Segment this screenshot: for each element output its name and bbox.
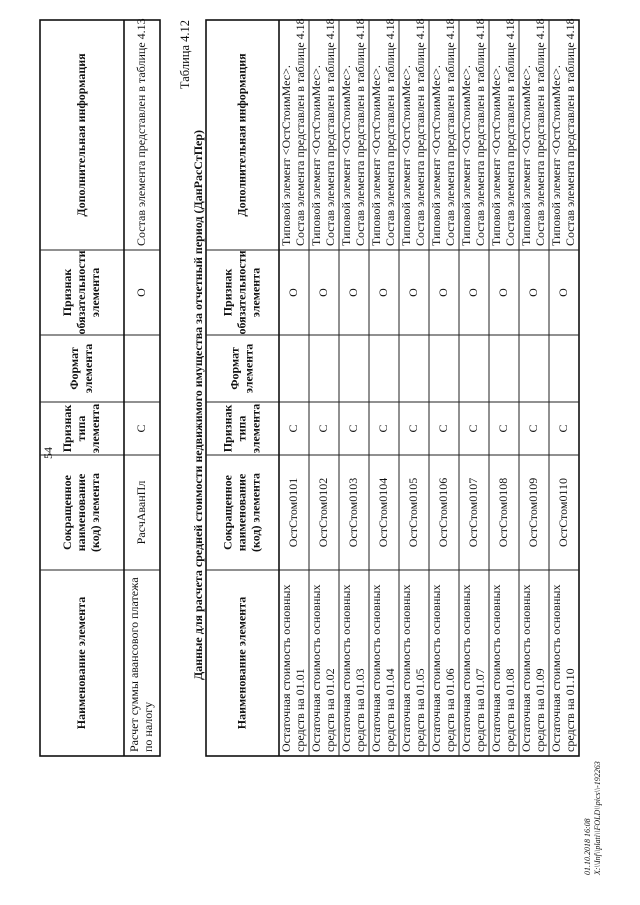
- cell-name: по налогу: [141, 701, 156, 752]
- header-text: элемента: [88, 267, 103, 318]
- cell-info: Типовой элемент <ОстСтоимМес>.: [519, 65, 534, 246]
- table-row: [459, 18, 487, 752]
- table-row: [519, 18, 547, 752]
- header-text: обязательности: [234, 250, 249, 335]
- cell-name: средств на 01.07: [473, 668, 488, 752]
- cell-info: Типовой элемент <ОстСтоимМес>.: [429, 65, 444, 246]
- header-text: Сокращенное: [60, 475, 75, 550]
- header-cell-info: [74, 53, 88, 217]
- cell-name: Остаточная стоимость основных: [339, 584, 354, 752]
- footer-date: 01.10.2018 16:08: [583, 818, 592, 875]
- cell-info: Состав элемента представлен в таблице 4.18: [353, 18, 368, 246]
- page-number: 54: [41, 447, 55, 459]
- header-text: Наименование элемента: [74, 596, 89, 730]
- cell-name: Остаточная стоимость основных: [549, 584, 564, 752]
- cell-required: О: [316, 288, 331, 297]
- header-text: наименование: [74, 473, 89, 552]
- cell-name: средств на 01.06: [443, 668, 458, 752]
- header-cell-info: [235, 53, 249, 217]
- cell-type: С: [436, 424, 451, 433]
- header-text: Признак: [60, 404, 75, 453]
- cell-info: Состав элемента представлен в таблице 4.13: [134, 18, 149, 246]
- table-row: [279, 18, 307, 752]
- cell-info: Типовой элемент <ОстСтоимМес>.: [489, 65, 504, 246]
- header-text: (код) элемента: [248, 473, 263, 552]
- cell-type: С: [526, 424, 541, 433]
- table-row: [369, 18, 397, 752]
- header-text: Признак: [220, 268, 235, 317]
- header-text: обязательности: [74, 250, 89, 335]
- cell-name: Остаточная стоимость основных: [489, 584, 504, 752]
- cell-required: О: [466, 288, 481, 297]
- header-cell-abbr: [221, 473, 263, 552]
- upper-table: [40, 18, 160, 756]
- header-cell-type: [60, 404, 102, 453]
- cell-info: Типовой элемент <ОстСтоимМес>.: [399, 65, 414, 246]
- header-cell-format: [67, 344, 95, 393]
- cell-name: Расчет суммы авансового платежа: [127, 577, 142, 752]
- rotated-page-content: [40, 18, 602, 876]
- cell-name: средств на 01.04: [383, 668, 398, 752]
- header-cell-format: [228, 344, 256, 393]
- cell-type: С: [496, 424, 511, 433]
- table-row: [309, 18, 337, 752]
- header-cell-required: [60, 250, 102, 334]
- cell-type: С: [316, 424, 331, 433]
- cell-name: Остаточная стоимость основных: [309, 584, 324, 752]
- table-row: [339, 18, 367, 752]
- footer-path: X:\\Inf\\plati\\FOLD\\pics\\-192263: [593, 761, 602, 875]
- header-text: типа: [74, 415, 89, 442]
- cell-required: О: [376, 288, 391, 297]
- cell-info: Типовой элемент <ОстСтоимМес>.: [369, 65, 384, 246]
- cell-type: С: [346, 424, 361, 433]
- cell-required: О: [346, 288, 361, 297]
- cell-type: С: [406, 424, 421, 433]
- header-text: Наименование элемента: [234, 596, 249, 730]
- header-text: Формат: [227, 347, 242, 390]
- table-row: [399, 18, 427, 752]
- cell-name: средств на 01.09: [533, 668, 548, 752]
- cell-name: Остаточная стоимость основных: [279, 584, 294, 752]
- cell-name: средств на 01.05: [413, 668, 428, 752]
- cell-required: О: [286, 288, 301, 297]
- cell-name: Остаточная стоимость основных: [369, 584, 384, 752]
- cell-abbr: ОстСтом0107: [466, 477, 481, 548]
- cell-type: С: [134, 424, 149, 433]
- cell-info: Типовой элемент <ОстСтоимМес>.: [279, 65, 294, 246]
- header-cell-name: [74, 597, 88, 729]
- cell-abbr: ОстСтом0106: [436, 477, 451, 548]
- cell-required: О: [134, 288, 149, 297]
- table-label: Таблица 4.12: [178, 20, 192, 90]
- cell-type: С: [466, 424, 481, 433]
- header-text: Дополнительная информация: [234, 53, 249, 217]
- cell-required: О: [436, 288, 451, 297]
- table-row: [489, 18, 517, 752]
- cell-info: Состав элемента представлен в таблице 4.18: [473, 18, 488, 246]
- cell-type: С: [376, 424, 391, 433]
- cell-info: Состав элемента представлен в таблице 4.18: [383, 18, 398, 246]
- cell-info: Состав элемента представлен в таблице 4.18: [413, 18, 428, 246]
- header-cell-required: [221, 250, 263, 334]
- cell-name: средств на 01.03: [353, 668, 368, 752]
- header-text: Формат: [67, 347, 82, 390]
- header-text: элемента: [81, 343, 96, 394]
- cell-type: С: [556, 424, 571, 433]
- cell-info: Типовой элемент <ОстСтоимМес>.: [549, 65, 564, 246]
- cell-abbr: ОстСтом0109: [526, 477, 541, 548]
- cell-abbr: ОстСтом0103: [346, 477, 361, 548]
- header-text: типа: [234, 415, 249, 442]
- cell-abbr: ОстСтом0105: [406, 477, 421, 548]
- cell-info: Состав элемента представлен в таблице 4.18: [533, 18, 548, 246]
- cell-abbr: ОстСтом0101: [286, 477, 301, 548]
- cell-abbr: РасчАванПл: [134, 480, 149, 545]
- cell-name: Остаточная стоимость основных: [459, 584, 474, 752]
- cell-name: средств на 01.10: [563, 668, 578, 752]
- header-cell-name: [235, 597, 249, 729]
- cell-required: О: [406, 288, 421, 297]
- header-text: наименование: [234, 473, 249, 552]
- lower-table: [206, 18, 579, 756]
- cell-abbr: ОстСтом0104: [376, 477, 391, 548]
- cell-required: О: [496, 288, 511, 297]
- cell-name: Остаточная стоимость основных: [519, 584, 534, 752]
- header-cell-type: [221, 404, 263, 453]
- table-row: [429, 18, 457, 752]
- cell-name: Остаточная стоимость основных: [399, 584, 414, 752]
- header-text: элемента: [241, 343, 256, 394]
- table-row: [549, 18, 577, 752]
- cell-info: Типовой элемент <ОстСтоимМес>.: [339, 65, 354, 246]
- cell-abbr: ОстСтом0110: [556, 477, 571, 548]
- cell-required: О: [526, 288, 541, 297]
- cell-name: средств на 01.08: [503, 668, 518, 752]
- cell-abbr: ОстСтом0102: [316, 477, 331, 548]
- header-text: элемента: [248, 267, 263, 318]
- cell-required: О: [556, 288, 571, 297]
- cell-info: Состав элемента представлен в таблице 4.18: [443, 18, 458, 246]
- cell-name: средств на 01.01: [293, 668, 308, 752]
- cell-type: С: [286, 424, 301, 433]
- cell-info: Состав элемента представлен в таблице 4.18: [503, 18, 518, 246]
- cell-name: Остаточная стоимость основных: [429, 584, 444, 752]
- table-title: Данные для расчета средней стоимости недвижимого имущества за отчетный период (ДанРасСтПер): [191, 129, 205, 681]
- cell-info: Типовой элемент <ОстСтоимМес>.: [459, 65, 474, 246]
- cell-info: Состав элемента представлен в таблице 4.18: [323, 18, 338, 246]
- header-text: элемента: [88, 403, 103, 454]
- header-text: Сокращенное: [220, 475, 235, 550]
- cell-info: Состав элемента представлен в таблице 4.18: [563, 18, 578, 246]
- cell-name: средств на 01.02: [323, 668, 338, 752]
- header-text: (код) элемента: [88, 473, 103, 552]
- header-text: Дополнительная информация: [74, 53, 89, 217]
- header-text: Признак: [220, 404, 235, 453]
- table-row: [127, 18, 155, 752]
- cell-info: Состав элемента представлен в таблице 4.18: [293, 18, 308, 246]
- cell-info: Типовой элемент <ОстСтоимМес>.: [309, 65, 324, 246]
- header-text: Признак: [60, 268, 75, 317]
- cell-abbr: ОстСтом0108: [496, 477, 511, 548]
- header-cell-abbr: [60, 473, 102, 552]
- header-text: элемента: [248, 403, 263, 454]
